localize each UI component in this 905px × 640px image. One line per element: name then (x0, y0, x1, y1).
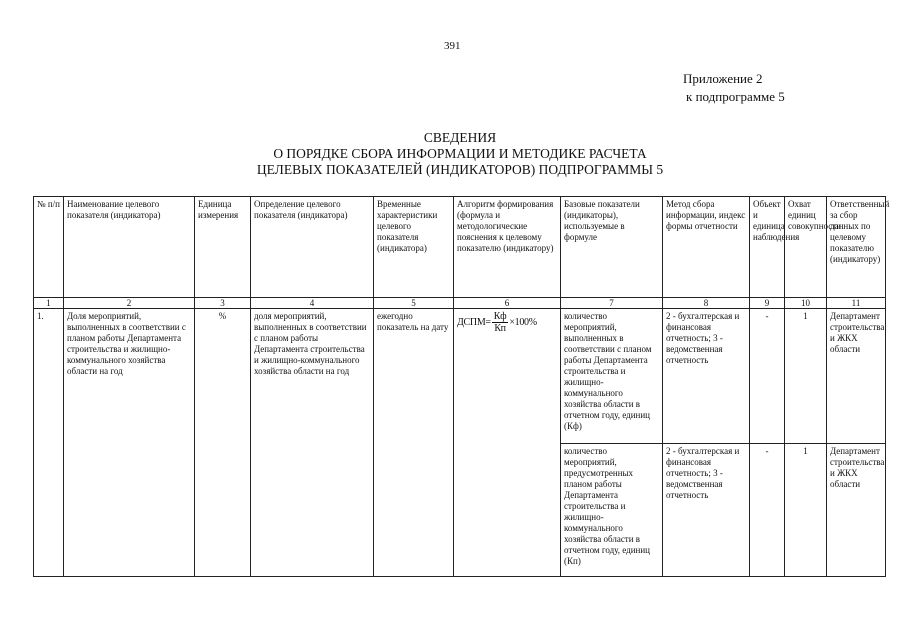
column-number: 11 (827, 298, 886, 309)
header-cell-unit: Единица измерения (195, 197, 251, 298)
observation-object: - (750, 444, 785, 577)
column-number: 4 (251, 298, 374, 309)
header-cell-algorithm: Алгоритм формирования (формула и методологические пояснения к целевому показателю (индикатору) (454, 197, 561, 298)
base-indicator-kp: количество мероприятий, предусмотренных планом работы Департамента строительства и жилищно-коммунального хозяйства области в отчетном году, единиц (Кп) (561, 444, 663, 577)
header-cell-object: Объект и единица наблюдения (750, 197, 785, 298)
header-cell-timing: Временные характеристики целевого показателя (индикатора) (374, 197, 454, 298)
appendix-line-1: Приложение 2 (683, 71, 763, 86)
formula-numerator: Кф (493, 311, 507, 322)
table-row (34, 309, 886, 444)
formula-fraction (492, 311, 509, 334)
title-line-1: СВЕДЕНИЯ (423, 130, 497, 145)
column-number: 9 (750, 298, 785, 309)
page-number: 391 (444, 40, 461, 52)
coverage: 1 (785, 444, 827, 577)
column-number: 6 (454, 298, 561, 309)
title-line-3: ЦЕЛЕВЫХ ПОКАЗАТЕЛЕЙ (ИНДИКАТОРОВ) ПОДПРОГРАММЫ 5 (256, 162, 664, 177)
header-cell-method: Метод сбора информации, индекс формы отчетности (663, 197, 750, 298)
column-number: 5 (374, 298, 454, 309)
column-number: 10 (785, 298, 827, 309)
indicator-timing: ежегодно показатель на дату (374, 309, 454, 577)
column-number: 1 (34, 298, 64, 309)
base-indicator-kf: количество мероприятий, выполненных в соответствии с планом работы Департамента строительства и жилищно-коммунального хозяйства области в отчетном году, единиц (Кф) (561, 309, 663, 444)
formula-lhs: ДСПМ (457, 317, 486, 328)
formula-equals: = (485, 317, 491, 328)
header-cell-responsible: Ответственный за сбор данных по целевому показателю (индикатору) (827, 197, 886, 298)
appendix-note (683, 70, 785, 106)
column-number: 8 (663, 298, 750, 309)
header-cell-coverage: Охват единиц совокупности (785, 197, 827, 298)
formula-tail: ×100% (509, 317, 537, 328)
title-line-2: О ПОРЯДКЕ СБОРА ИНФОРМАЦИИ И МЕТОДИКЕ РАСЧЕТА (273, 146, 647, 161)
appendix-line-2: к подпрограмме 5 (686, 89, 785, 104)
responsible: Департамент строительства и ЖКХ области (827, 309, 886, 444)
formula-denominator: Кп (494, 323, 506, 334)
responsible: Департамент строительства и ЖКХ области (827, 444, 886, 577)
header-cell-name: Наименование целевого показателя (индикатора) (64, 197, 195, 298)
indicator-name: Доля мероприятий, выполненных в соответствии с планом работы Департамента строительства и жилищно-коммунального хозяйства области на год (64, 309, 195, 577)
observation-object: - (750, 309, 785, 444)
header-cell-definition: Определение целевого показателя (индикатора) (251, 197, 374, 298)
row-number: 1. (34, 309, 64, 577)
column-number-row (34, 298, 886, 309)
indicator-definition: доля мероприятий, выполненных в соответствии с планом работы Департамента строительства и жилищно-коммунального хозяйства области на год (251, 309, 374, 577)
indicator-unit: % (195, 309, 251, 577)
column-number: 2 (64, 298, 195, 309)
document-title (100, 130, 820, 178)
formula (457, 311, 557, 334)
header-cell-base-indicators: Базовые показатели (индикаторы), используемые в формуле (561, 197, 663, 298)
collection-method: 2 - бухгалтерская и финансовая отчетность; 3 - ведомственная отчетность (663, 444, 750, 577)
indicator-formula (454, 309, 561, 577)
header-row (34, 197, 886, 298)
header-cell-number: № п/п (34, 197, 64, 298)
column-number: 7 (561, 298, 663, 309)
collection-method: 2 - бухгалтерская и финансовая отчетность; 3 - ведомственная отчетность (663, 309, 750, 444)
indicators-table (33, 196, 890, 577)
column-number: 3 (195, 298, 251, 309)
coverage: 1 (785, 309, 827, 444)
